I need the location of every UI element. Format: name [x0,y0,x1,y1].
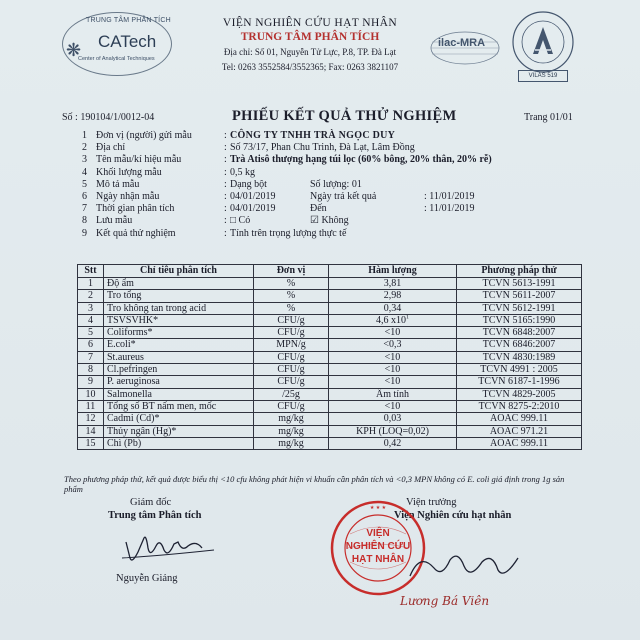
row-method: TCVN 5612-1991 [457,302,582,314]
row-content: 2,98 [329,290,457,302]
row-stt: 2 [78,290,104,302]
row-method: TCVN 6848:2007 [457,327,582,339]
info-number: 2 [82,142,87,154]
info-number: 4 [82,166,87,178]
row-content: <10 [329,364,457,376]
boa-seal-icon [506,10,580,74]
row-unit: mg/kg [254,425,329,437]
row-method: TCVN 6846:2007 [457,339,582,351]
colon: : [224,215,227,227]
info-row [62,179,582,191]
address: Địa chỉ: Số 01, Nguyễn Tử Lực, P.8, TP. Đà Lạt [223,47,397,57]
row-unit: CFU/g [254,351,329,363]
table-row [78,400,582,412]
ilac-text: ilac-MRA [438,37,486,49]
info-label: Thời gian phân tích [96,203,175,215]
table-body [78,278,582,450]
info-number: 3 [82,154,87,166]
header-criterion: Chỉ tiêu phân tích [104,265,254,278]
logo-ring-text: TRUNG TÂM PHÂN TÍCH [86,17,171,24]
info-label: Địa chỉ [96,142,126,154]
left-signer-name: Nguyễn Giảng [116,573,178,584]
row-stt: 8 [78,364,104,376]
colon: : [224,227,227,239]
row-criterion: Tổng số BT nấm men, mốc [104,400,254,412]
info-number: 8 [82,215,87,227]
header-method: Phương pháp thử [457,265,582,278]
storage-no-checkbox: ☑ Không [310,215,349,227]
row-stt: 15 [78,437,104,449]
info-row [62,142,582,154]
row-unit: CFU/g [254,327,329,339]
info-row [62,130,582,142]
row-unit: mg/kg [254,437,329,449]
colon: : [224,166,227,178]
center-name: TRUNG TÂM PHÂN TÍCH [240,31,380,43]
row-content: 3,81 [329,278,457,290]
stamp-line-3: HẠT NHÂN [351,554,405,565]
left-signer-org: Trung tâm Phân tích [108,510,202,521]
info-value-2: Số lượng: 01 [310,178,362,190]
row-unit: CFU/g [254,400,329,412]
row-criterion: P. aeruginosa [104,376,254,388]
row-criterion: TSVSVHK* [104,314,254,326]
table-row [78,413,582,425]
info-value: Dạng bột [230,178,267,190]
right-signer-title: Viện trưởng [406,497,457,508]
row-stt: 1 [78,278,104,290]
header-unit: Đơn vị [254,265,329,278]
info-number: 5 [82,178,87,190]
info-value-2: Ngày trả kết quả [310,190,377,202]
row-criterion: Salmonella [104,388,254,400]
row-content: <0,3 [329,339,457,351]
info-row [62,154,582,166]
info-number: 7 [82,203,87,215]
row-unit: % [254,290,329,302]
stamp-line-1: VIỆN [366,528,390,539]
footnote: Theo phương pháp thử, kết quả được biểu thị <10 cfu không phát hiện vi khuẩn cần phân tích và <0,3 MPN không có E. coli giá định trong 1g sản phẩm [64,474,565,494]
row-unit: MPN/g [254,339,329,351]
left-signer-title: Giám đốc [130,497,172,508]
table-row [78,339,582,351]
row-method: TCVN 6187-1-1996 [457,376,582,388]
info-label: Mô tả mẫu [96,178,140,190]
info-row [62,167,582,179]
right-signer-name: Lương Bá Viên [400,594,490,608]
row-criterion: St.aureus [104,351,254,363]
table-row [78,376,582,388]
logo-brand: CATech [98,32,157,51]
table-row [78,302,582,314]
page-number: Trang 01/01 [524,112,573,123]
info-value: Trà Atisô thượng hạng túi lọc (60% bông, 20% thân, 20% rễ) [230,154,492,166]
info-value: Số 73/17, Phan Chu Trinh, Đà Lạt, Lâm Đồng [230,142,415,154]
row-criterion: Tro tổng [104,290,254,302]
row-method: AOAC 999.11 [457,413,582,425]
row-stt: 5 [78,327,104,339]
row-stt: 3 [78,302,104,314]
table-row [78,314,582,326]
row-method: TCVN 5611-2007 [457,290,582,302]
row-method: TCVN 5165:1990 [457,314,582,326]
row-stt: 11 [78,400,104,412]
row-unit: % [254,278,329,290]
table-header-row [78,265,582,278]
row-unit: /25g [254,388,329,400]
info-row [62,191,582,203]
info-label: Lưu mẫu [96,215,133,227]
info-label: Kết quả thử nghiệm [96,227,176,239]
table-row [78,278,582,290]
row-unit: mg/kg [254,413,329,425]
storage-yes-checkbox: □ Có [230,215,251,227]
row-content: <10 [329,376,457,388]
row-criterion: E.coli* [104,339,254,351]
table-row [78,437,582,449]
row-content [329,314,457,326]
row-content: <10 [329,351,457,363]
logo-mark-icon: ❋ [66,40,82,60]
table-row [78,388,582,400]
row-content: Âm tính [329,388,457,400]
row-method: AOAC 971.21 [457,425,582,437]
row-stt: 7 [78,351,104,363]
row-method: TCVN 5613-1991 [457,278,582,290]
header-content: Hàm lượng [329,265,457,278]
info-value-3: : 11/01/2019 [424,190,475,202]
vilas-badge: VILAS 519 [518,70,568,82]
info-row [62,203,582,215]
row-unit: CFU/g [254,376,329,388]
row-criterion: Thủy ngân (Hg)* [104,425,254,437]
colon: : [224,203,227,215]
info-label: Khối lượng mẫu [96,166,162,178]
colon: : [224,142,227,154]
info-value-3: : 11/01/2019 [424,203,475,215]
row-method: TCVN 8275-2:2010 [457,400,582,412]
content-value: 4,6 x10 [376,314,406,326]
table-row [78,364,582,376]
logo-subtitle: Center of Analytical Techniques [78,56,155,62]
colon: : [224,178,227,190]
row-content: 0,34 [329,302,457,314]
row-content: <10 [329,327,457,339]
info-value: Tính trên trọng lượng thực tế [230,227,347,239]
info-label: Tên mẫu/kí hiệu mẫu [96,154,182,166]
info-number: 6 [82,190,87,202]
row-method: TCVN 4830:1989 [457,351,582,363]
ilac-mra-logo [430,30,500,66]
exponent: 1 [406,314,409,321]
report-code: Số : 190104/1/0012-04 [62,112,155,123]
info-row [62,228,582,240]
row-content: KPH (LOQ=0,02) [329,425,457,437]
colon: : [224,130,227,141]
colon: : [224,154,227,166]
row-criterion: Cadmi (Cd)* [104,413,254,425]
row-criterion: Tro không tan trong acid [104,302,254,314]
table-row [78,290,582,302]
table-row [78,351,582,363]
row-stt: 14 [78,425,104,437]
row-criterion: Chì (Pb) [104,437,254,449]
row-stt: 9 [78,376,104,388]
colon: : [224,190,227,202]
row-criterion: Cl.pefringen [104,364,254,376]
info-number: 1 [82,130,87,141]
info-value-2: Đến [310,203,327,215]
info-label: Ngày nhận mẫu [96,190,160,202]
right-signer-org: Viện Nghiên cứu hạt nhân [394,510,512,521]
info-value: 04/01/2019 [230,190,276,202]
table-row [78,425,582,437]
info-number: 9 [82,227,87,239]
row-stt: 12 [78,413,104,425]
sample-info [62,130,582,240]
info-row [62,215,582,227]
row-criterion: Độ ẩm [104,278,254,290]
info-value: CÔNG TY TNHH TRÀ NGỌC DUY [230,130,396,141]
right-signature-icon [400,546,540,590]
row-content: 0,42 [329,437,457,449]
header-stt: Stt [78,265,104,278]
info-value: 04/01/2019 [230,203,276,215]
row-criterion: Coliforms* [104,327,254,339]
results-table [77,264,582,450]
page-title: PHIẾU KẾT QUẢ THỬ NGHIỆM [232,108,457,124]
row-stt: 6 [78,339,104,351]
svg-text:★ ★ ★: ★ ★ ★ [369,505,387,511]
row-unit: % [254,302,329,314]
info-label: Đơn vị (người) gửi mẫu [96,130,192,141]
phone-fax: Tel: 0263 3552584/3552365; Fax: 0263 3821107 [221,62,399,72]
stamp-line-2: NGHIÊN CỨU [345,541,411,552]
catech-logo [62,12,172,82]
row-unit: CFU/g [254,314,329,326]
left-signature-icon [118,528,228,568]
row-stt: 10 [78,388,104,400]
row-method: TCVN 4991 : 2005 [457,364,582,376]
row-content: 0,03 [329,413,457,425]
table-row [78,327,582,339]
row-content: <10 [329,400,457,412]
row-method: AOAC 999.11 [457,437,582,449]
row-stt: 4 [78,314,104,326]
row-method: TCVN 4829-2005 [457,388,582,400]
row-unit: CFU/g [254,364,329,376]
institute-name: VIỆN NGHIÊN CỨU HẠT NHÂN [222,17,398,29]
info-value: 0,5 kg [230,166,255,178]
